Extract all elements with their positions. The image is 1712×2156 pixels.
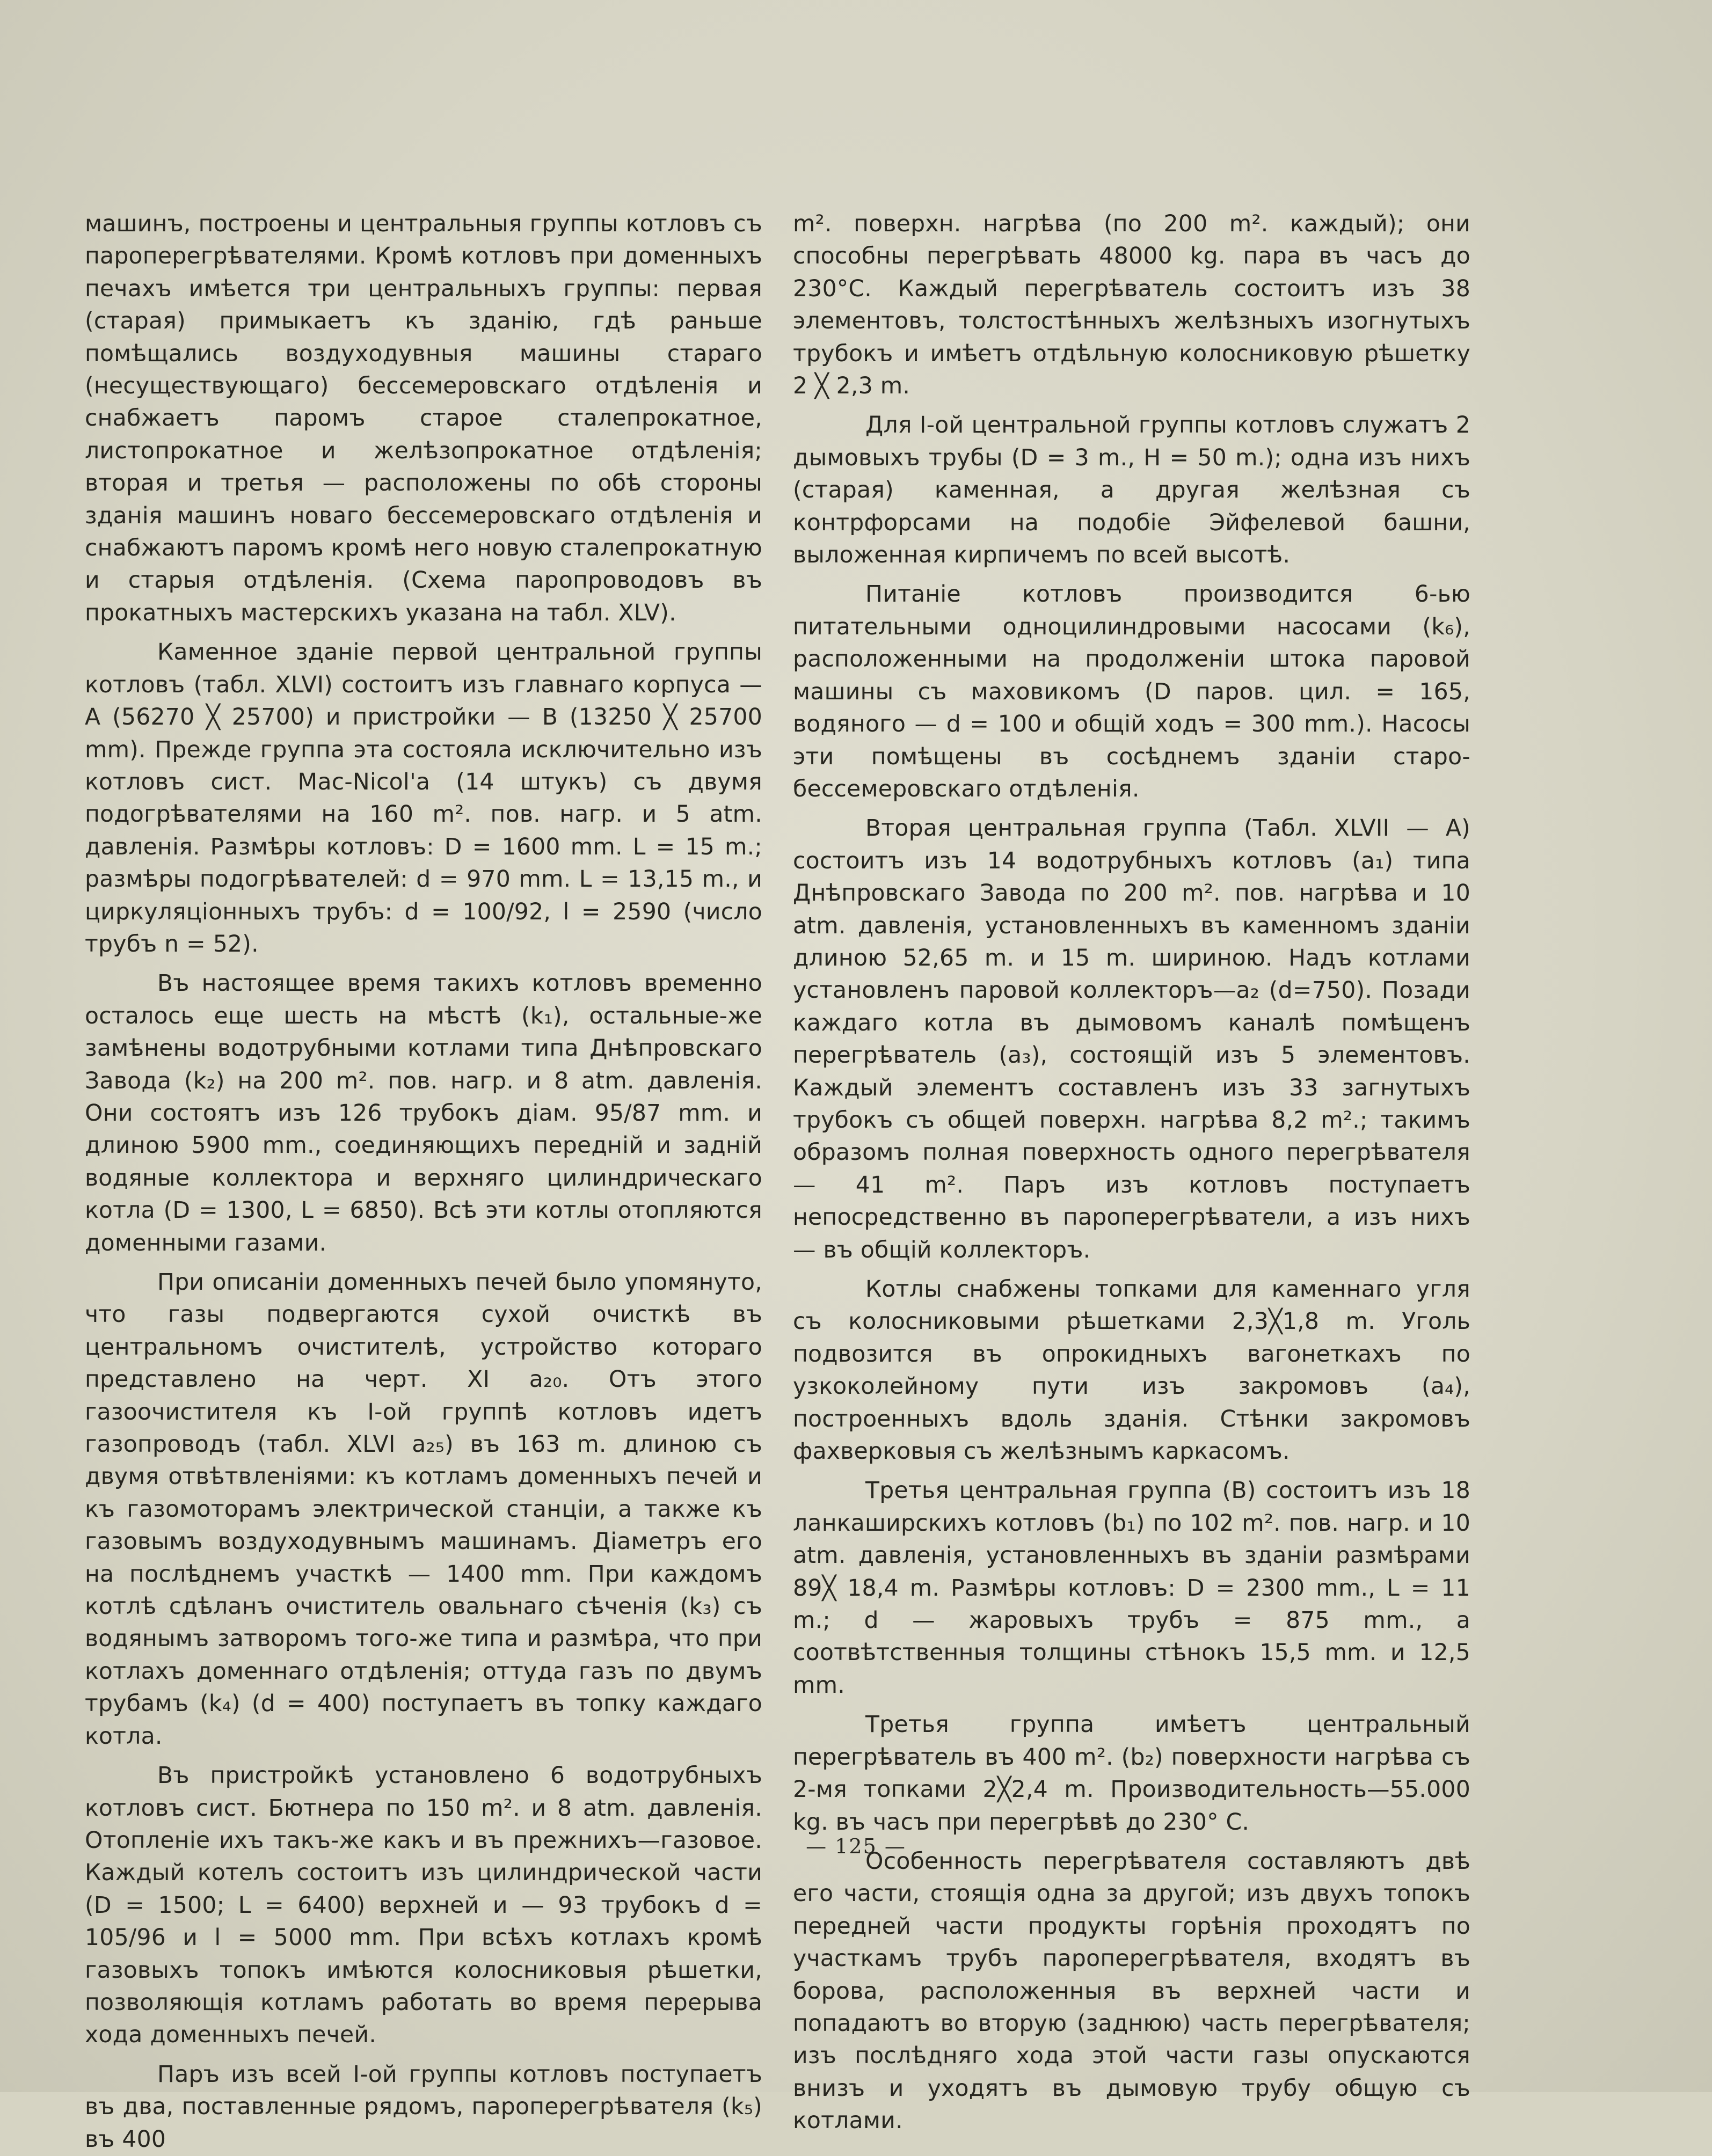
paragraph: Третья группа имѣетъ центральный перегрѣватель въ 400 m². (b₂) поверхности нагрѣва съ 2-мя топками 2╳2,4 m. Производительность—55.000 kg. въ часъ при перегрѣвѣ до 230° C. (793, 1712, 1470, 1836)
paragraph: машинъ, построены и центральныя группы котловъ съ пароперегрѣвателями. Кромѣ котловъ при доменныхъ печахъ имѣется три центральныхъ группы: первая (старая) примыкаетъ къ зданію, гдѣ раньше помѣщались воздуходувныя машины стараго (несуществующаго) бессемеровскаго отдѣленія и снабжаетъ паромъ старое сталепрокатное, листопрокатное и желѣзопрокатное отдѣленія; вторая и третья — расположены по обѣ стороны зданія машинъ новаго бессемеровскаго отдѣленія и снабжаютъ паромъ кромѣ него новую сталепрокатную и старыя отдѣленія. (Схема паропроводовъ въ прокатныхъ мастерскихъ указана на табл. XLV). (85, 211, 762, 626)
paragraph: Особенность перегрѣвателя составляютъ двѣ его части, стоящія одна за другой; изъ двухъ топокъ передней части продукты горѣнія проходятъ по участкамъ трубъ пароперегрѣвателя, входятъ въ борова, расположенныя въ верхней части и попадаютъ во вторую (заднюю) часть перегрѣвателя; изъ послѣдняго хода этой части газы опускаются внизъ и уходятъ въ дымовую трубу общую съ котлами. (793, 1848, 1470, 2135)
page-number: — 125 — (806, 1835, 906, 1858)
paragraph: m². поверхн. нагрѣва (по 200 m². каждый); они способны перегрѣвать 48000 kg. пара въ часъ до 230°C. Каждый перегрѣватель состоитъ изъ 38 элементовъ, толстостѣнныхъ желѣзныхъ изогнутыхъ трубокъ и имѣетъ отдѣльную колосниковую рѣшетку 2 ╳ 2,3 m. (793, 211, 1470, 400)
paragraph: Питаніе котловъ производится 6-ью питательными одноцилиндровыми насосами (k₆), расположенными на продолженіи штока паровой машины съ маховикомъ (D паров. цил. = 165, водяного — d = 100 и общій ходъ = 300 mm.). Насосы эти помѣщены въ сосѣднемъ зданіи старо-бессемеровскаго отдѣленія. (793, 581, 1470, 802)
paragraph: Въ настоящее время такихъ котловъ временно осталось еще шесть на мѣстѣ (k₁), остальные-же замѣнены водотрубными котлами типа Днѣпровскаго Завода (k₂) на 200 m². пов. нагр. и 8 atm. давленія. Они состоятъ изъ 126 трубокъ діам. 95/87 mm. и длиною 5900 mm., соединяющихъ передній и задній водяные коллектора и верхняго цилиндрическаго котла (D = 1300, L = 6850). Всѣ эти котлы отопляются доменными газами. (85, 970, 762, 1256)
paragraph: Каменное зданіе первой центральной группы котловъ (табл. XLVI) состоитъ изъ главнаго корпуса — А (56270 ╳ 25700) и пристройки — В (13250 ╳ 25700 mm). Прежде группа эта состояла исключительно изъ котловъ сист. Mac-Nicol'a (14 штукъ) съ двумя подогрѣвателями на 160 m². пов. нагр. и 5 atm. давленія. Размѣры котловъ: D = 1600 mm. L = 15 m.; размѣры подогрѣвателей: d = 970 mm. L = 13,15 m., и циркуляціонныхъ трубъ: d = 100/92, l = 2590 (число трубъ n = 52). (85, 639, 762, 958)
paragraph: Котлы снабжены топками для каменнаго угля съ колосниковыми рѣшетками 2,3╳1,8 m. Уголь подвозится въ опрокидныхъ вагонеткахъ по узкоколейному пути изъ закромовъ (a₄), построенныхъ вдоль зданія. Стѣнки закромовъ фахверковыя съ желѣзнымъ каркасомъ. (793, 1276, 1470, 1465)
left-column (85, 208, 762, 2156)
paragraph: Третья центральная группа (B) состоитъ изъ 18 ланкаширскихъ котловъ (b₁) по 102 m². пов. нагр. и 10 atm. давленія, установленныхъ въ зданіи размѣрами 89╳ 18,4 m. Размѣры котловъ: D = 2300 mm., L = 11 m.; d — жаровыхъ трубъ = 875 mm., а соотвѣтственныя толщины стѣнокъ 15,5 mm. и 12,5 mm. (793, 1478, 1470, 1699)
paragraph: При описаніи доменныхъ печей было упомянуто, что газы подвергаются сухой очисткѣ въ центральномъ очистителѣ, устройство котораго представлено на черт. XI a₂₀. Отъ этого газоочистителя къ I-ой группѣ котловъ идетъ газопроводъ (табл. XLVI a₂₅) въ 163 m. длиною съ двумя отвѣтвленіями: къ котламъ доменныхъ печей и къ газомоторамъ электрической станціи, а также къ газовымъ воздуходувнымъ машинамъ. Діаметръ его на послѣднемъ участкѣ — 1400 mm. При каждомъ котлѣ сдѣланъ очиститель овальнаго сѣченія (k₃) съ водянымъ затворомъ того-же типа и размѣра, что при котлахъ доменнаго отдѣленія; оттуда газъ по двумъ трубамъ (k₄) (d = 400) поступаетъ въ топку каждаго котла. (85, 1269, 762, 1750)
paragraph: Для I-ой центральной группы котловъ служатъ 2 дымовыхъ трубы (D = 3 m., H = 50 m.); одна изъ нихъ (старая) каменная, а другая желѣзная съ контрфорсами на подобіе Эйфелевой башни, выложенная кирпичемъ по всей высотѣ. (793, 412, 1470, 569)
paragraph: Въ пристройкѣ установлено 6 водотрубныхъ котловъ сист. Бютнера по 150 m². и 8 atm. давленія. Отопленіе ихъ такъ-же какъ и въ прежнихъ—газовое. Каждый котелъ состоитъ изъ цилиндрической части (D = 1500; L = 6400) верхней и — 93 трубокъ d = 105/96 и l = 5000 mm. При всѣхъ котлахъ кромѣ газовыхъ топокъ имѣются колосниковыя рѣшетки, позволяющія котламъ работать во время перерыва хода доменныхъ печей. (85, 1763, 762, 2049)
paragraph: Паръ изъ всей I-ой группы котловъ поступаетъ въ два, поставленные рядомъ, пароперегрѣвателя (k₅) въ 400 (85, 2061, 762, 2153)
paragraph: Вторая центральная группа (Табл. XLVII — A) состоитъ изъ 14 водотрубныхъ котловъ (a₁) типа Днѣпровскаго Завода по 200 m². пов. нагрѣва и 10 atm. давленія, установленныхъ въ каменномъ зданіи длиною 52,65 m. и 15 m. шириною. Надъ котлами установленъ паровой коллекторъ—a₂ (d=750). Позади каждаго котла въ дымовомъ каналѣ помѣщенъ перегрѣватель (a₃), состоящій изъ 5 элементовъ. Каждый элементъ составленъ изъ 33 загнутыхъ трубокъ съ общей поверхн. нагрѣва 8,2 m².; такимъ образомъ полная поверхность одного перегрѣвателя — 41 m². Паръ изъ котловъ поступаетъ непосредственно въ пароперегрѣватели, а изъ нихъ — въ общій коллекторъ. (793, 815, 1470, 1263)
